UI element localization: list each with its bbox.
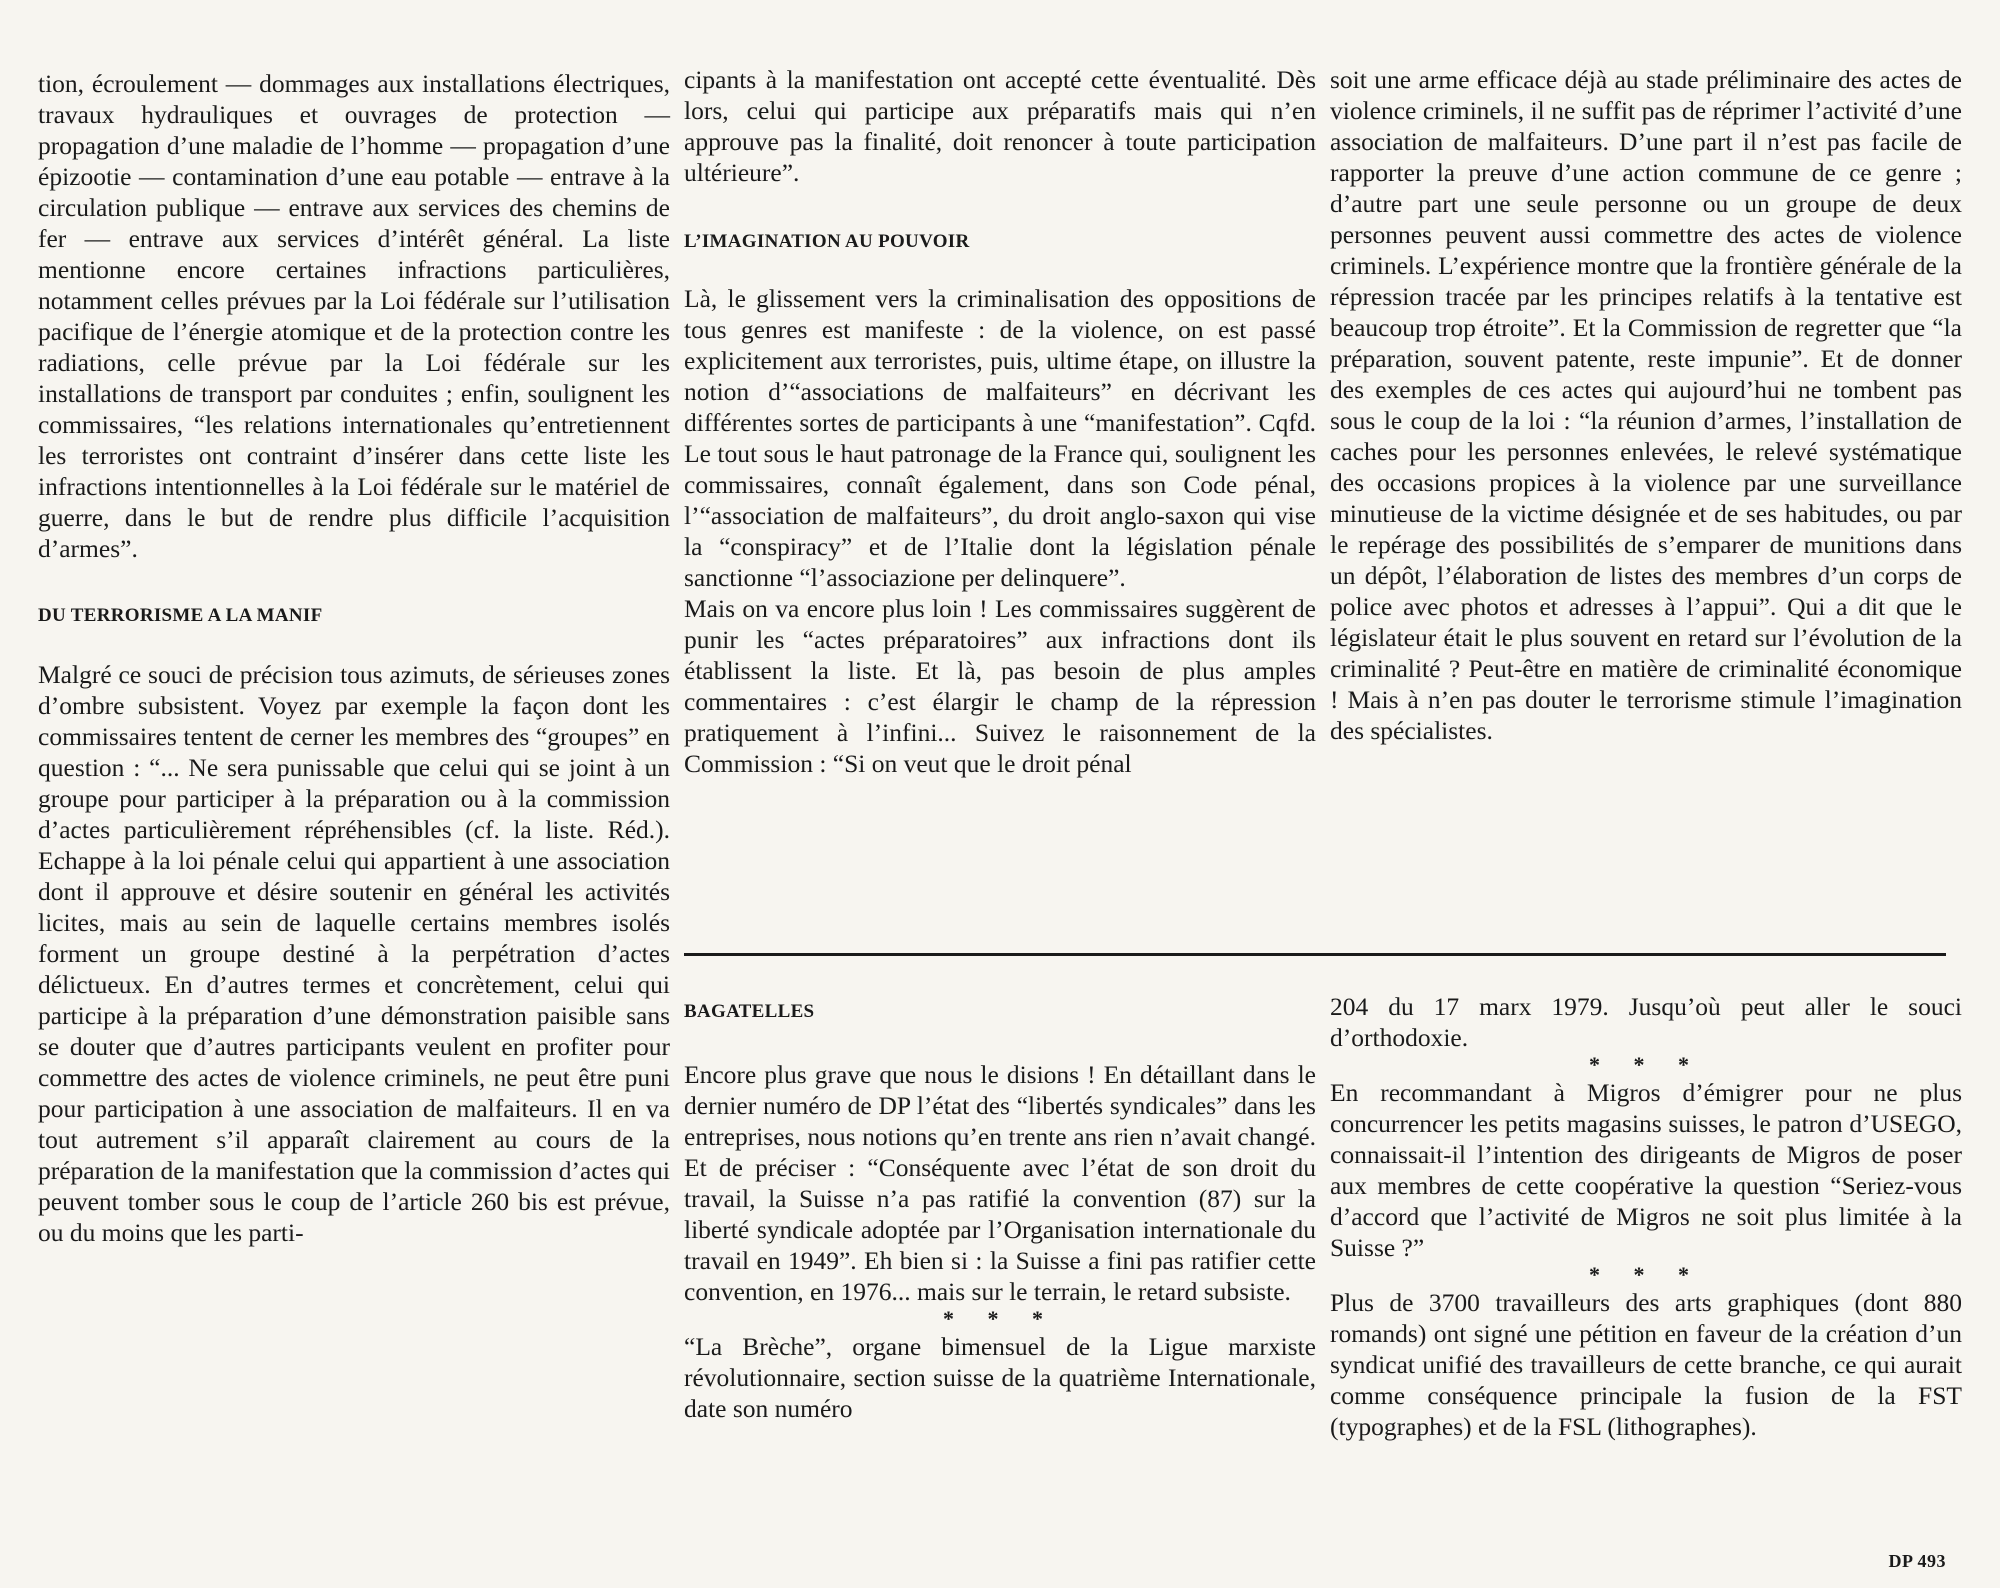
column-1: [38, 68, 670, 1248]
bagatelles-column-left: [684, 996, 1316, 1424]
section-heading-terrorisme: DU TERRORISME A LA MANIF: [38, 605, 323, 626]
column-1-paragraph-1: tion, écroulement — dommages aux installations électriques, travaux hydrauliques et ouvrages de protection — propagation d’une maladie de l’homme — propagation d’une épizootie — contamination d’une eau potable — entrave à la circulation publique — entrave aux services des chemins de fer — entrave aux services d’intérêt général. La liste mentionne encore certaines infractions particulières, notamment celles prévues par la Loi fédérale sur l’utilisation pacifique de l’énergie atomique et de la protection contre les radiations, celle prévue par la Loi fédérale sur les installations de transport par conduites ; enfin, soulignent les commissaires, “les relations internationales qu’entretiennent les terroristes ont contraint d’insérer dans cette liste les infractions intentionnelles à la Loi fédérale sur le matériel de guerre, dans le but de rendre plus difficile l’acquisition d’armes”.: [38, 69, 670, 563]
column-2-paragraph-1: cipants à la manifestation ont accepté cette éventualité. Dès lors, celui qui participe aux préparatifs mais qui n’en approuve pas la finalité, doit renoncer à toute participation ultérieure”.: [684, 65, 1316, 187]
section-heading-imagination: L’IMAGINATION AU POUVOIR: [684, 231, 970, 252]
section-divider-rule: [684, 953, 1946, 956]
column-3: [1330, 64, 1962, 746]
section-heading-bagatelles: BAGATELLES: [684, 1001, 815, 1022]
bagatelles-paragraph-4: En recommandant à Migros d’émigrer pour ne plus concurrencer les petits magasins suisses, le patron d’USEGO, connaissait-il l’intention des dirigeants de Migros de poser aux membres de cette coopérative la question “Seriez-vous d’accord que l’activité de Migros ne soit plus limitée à la Suisse ?”: [1330, 1078, 1962, 1262]
column-1-paragraph-2: Malgré ce souci de précision tous azimuts, de sérieuses zones d’ombre subsistent. Voyez par exemple la façon dont les commissaires tentent de cerner les membres des “groupes” en question : “... Ne sera punissable que celui qui se joint à un groupe pour participer à la préparation ou à la commission d’actes particulièrement répréhensibles (cf. la liste. Réd.). Echappe à la loi pénale celui qui appartient à une association dont il approuve et désire soutenir en général les activités licites, mais au sein de laquelle certains membres isolés forment un groupe destiné à la perpétration d’actes délictueux. En d’autres termes et concrètement, celui qui participe à la préparation d’une démonstration paisible sans se douter que d’autres participants veulent en profiter pour commettre des actes de violence criminels, ne peut être puni pour participation à une association de malfaiteurs. Il en va tout autrement s’il apparaît clairement au cours de la préparation de la manifestation que la commission d’actes qui peuvent tomber sous le coup de l’article 260 bis est prévue, ou du moins que les parti-: [38, 660, 670, 1247]
column-2-paragraph-3: Mais on va encore plus loin ! Les commissaires suggèrent de punir les “actes préparatoires” aux infractions dont ils établissent la liste. Et là, pas besoin de plus amples commentaires : c’est élargir le champ de la répression pratiquement à l’infini... Suivez le raisonnement de la Commission : “Si on veut que le droit pénal: [684, 594, 1316, 778]
column-3-paragraph-1: soit une arme efficace déjà au stade préliminaire des actes de violence criminels, il ne suffit pas de réprimer l’activité d’une association de malfaiteurs. D’une part il n’est pas facile de rapporter la preuve d’une action commune de ce genre ; d’autre part une seule personne ou un groupe de deux personnes peuvent aussi commettre des actes de violence criminels. L’expérience montre que la frontière générale de la répression tracée par les principes relatifs à la tentative est beaucoup trop étroite”. Et la Commission de regretter que “la préparation, souvent patente, reste impunie”. Et de donner des exemples de ces actes qui aujourd’hui ne tombent pas sous le coup de la loi : “la réunion d’armes, l’installation de caches pour les personnes enlevées, le relevé systématique des occasions propices à la violence par une surveillance minutieuse de la victime désignée et de ses habitudes, ou par le repérage des possibilités de s’emparer de munitions dans un dépôt, l’élaboration de listes des membres d’un corps de police avec photos et adresses à l’appui”. Qui a dit que le législateur était le plus souvent en retard sur l’évolution de la criminalité ? Peut-être en matière de criminalité économique ! Mais à n’en pas douter le terrorisme stimule l’imagination des spécialistes.: [1330, 65, 1962, 745]
bagatelles-paragraph-5: Plus de 3700 travailleurs des arts graphiques (dont 880 romands) ont signé une pétition en faveur de la création d’un syndicat unifié des travailleurs de cette branche, ce qui aurait comme conséquence principale la fusion de la FST (typographes) et de la FSL (lithographes).: [1330, 1288, 1962, 1441]
asterism-separator-3: * * *: [1589, 1262, 1703, 1287]
asterism-separator-1: * * *: [943, 1306, 1057, 1331]
column-2-paragraph-2: Là, le glissement vers la criminalisation des oppositions de tous genres est manifeste : de la violence, on est passé explicitement aux terroristes, puis, ultime étape, on illustre la notion d’“associations de malfaiteurs” en décrivant les différentes sortes de participants à une “manifestation”. Cqfd. Le tout sous le haut patronage de la France qui, soulignent les commissaires, connaît également, dans son Code pénal, l’“association de malfaiteurs”, du droit anglo-saxon qui vise la “conspiracy” et de l’Italie dont la législation pénale sanctionne “l’associazione per delinquere”.: [684, 284, 1316, 592]
bagatelles-paragraph-1: Encore plus grave que nous le disions ! En détaillant dans le dernier numéro de DP l’état des “libertés syndicales” dans les entreprises, nous notions qu’en trente ans rien n’avait changé. Et de préciser : “Conséquente avec l’état de son droit du travail, la Suisse n’a pas ratifié la convention (87) sur la liberté syndicale adoptée par l’Organisation internationale du travail en 1949”. Eh bien si : la Suisse a fini pas ratifier cette convention, en 1976... mais sur le terrain, le retard subsiste.: [684, 1060, 1316, 1306]
page-number-label: DP 493: [1888, 1551, 1946, 1571]
bagatelles-paragraph-3: 204 du 17 marx 1979. Jusqu’où peut aller le souci d’orthodoxie.: [1330, 992, 1962, 1052]
bagatelles-paragraph-2: “La Brèche”, organe bimensuel de la Ligue marxiste révolutionnaire, section suisse de la quatrième Internationale, date son numéro: [684, 1332, 1316, 1423]
column-2: [684, 64, 1316, 779]
bagatelles-column-right: [1330, 991, 1962, 1442]
asterism-separator-2: * * *: [1589, 1052, 1703, 1077]
